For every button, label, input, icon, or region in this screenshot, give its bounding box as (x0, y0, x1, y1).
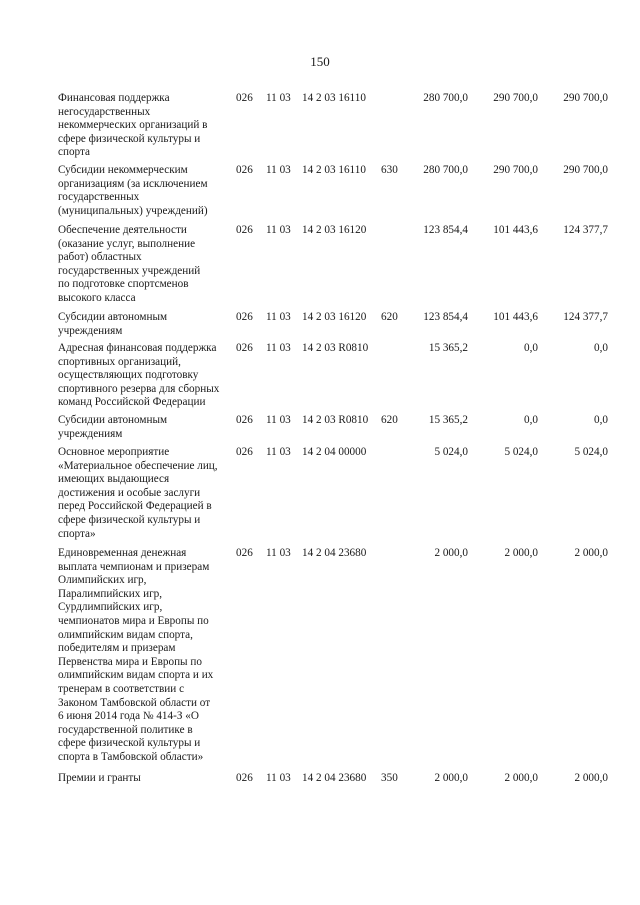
row-amount-2: 290 700,0 (493, 92, 538, 104)
row-amount-2: 5 024,0 (504, 446, 538, 458)
row-name: Субсидии некоммерческим организациям (за исключением государственных (муниципальных) учреждений) (58, 164, 208, 217)
row-name: Обеспечение деятельности (оказание услуг, выполнение работ) областных государственных учреждений по подготовке спортсменов высокого класса (58, 224, 201, 304)
row-expense-type: 620 (381, 414, 398, 426)
row-admin-code: 026 (236, 547, 253, 559)
row-target-code: 14 2 03 16110 (302, 164, 366, 176)
row-amount-3: 290 700,0 (563, 164, 608, 176)
row-target-code: 14 2 03 R0810 (302, 414, 369, 426)
row-target-code: 14 2 04 00000 (302, 446, 367, 458)
row-section-code: 11 03 (266, 311, 291, 323)
row-amount-1: 15 365,2 (428, 342, 468, 354)
row-section-code: 11 03 (266, 414, 291, 426)
row-amount-3: 0,0 (594, 342, 608, 354)
row-target-code: 14 2 04 23680 (302, 772, 367, 784)
row-amount-3: 2 000,0 (574, 547, 608, 559)
row-amount-1: 2 000,0 (434, 547, 468, 559)
row-target-code: 14 2 04 23680 (302, 547, 367, 559)
row-name: Финансовая поддержка негосударственных некоммерческих организаций в сфере физической культуры и спорта (58, 92, 208, 159)
row-amount-2: 2 000,0 (504, 772, 538, 784)
row-amount-3: 5 024,0 (574, 446, 608, 458)
row-section-code: 11 03 (266, 772, 291, 784)
row-amount-3: 124 377,7 (563, 224, 608, 236)
row-amount-2: 101 443,6 (493, 311, 538, 323)
row-name: Премии и гранты (58, 772, 141, 784)
row-amount-1: 2 000,0 (434, 772, 468, 784)
row-name: Единовременная денежная выплата чемпионам и призерам Олимпийских игр, Паралимпийских игр, Сурдлимпийских игр, чемпионатов мира и Европы по олимпийским видам спорта, победителям и призерам Первенства мира и Европы по олимпийским видам спорта и их тренерам в соответствии с Законом Тамбовской области от 6 июня 2014 года № 414-З «О государственной политике в сфере физической культуры и спорта в Тамбовской области» (58, 547, 214, 763)
row-admin-code: 026 (236, 414, 253, 426)
row-amount-3: 290 700,0 (563, 92, 608, 104)
row-expense-type: 630 (381, 164, 398, 176)
row-amount-1: 123 854,4 (423, 311, 468, 323)
row-amount-1: 5 024,0 (434, 446, 468, 458)
row-admin-code: 026 (236, 446, 253, 458)
row-amount-1: 280 700,0 (423, 164, 468, 176)
row-amount-2: 2 000,0 (504, 547, 538, 559)
row-amount-2: 290 700,0 (493, 164, 538, 176)
row-target-code: 14 2 03 16110 (302, 92, 366, 104)
row-amount-3: 124 377,7 (563, 311, 608, 323)
row-admin-code: 026 (236, 164, 253, 176)
row-section-code: 11 03 (266, 92, 291, 104)
row-amount-2: 0,0 (524, 414, 538, 426)
row-target-code: 14 2 03 16120 (302, 311, 367, 323)
row-section-code: 11 03 (266, 224, 291, 236)
row-admin-code: 026 (236, 342, 253, 354)
row-expense-type: 350 (381, 772, 398, 784)
row-name: Основное мероприятие «Материальное обеспечение лиц, имеющих выдающиеся достижения и особые заслуги перед Российской Федерацией в сфере физической культуры и спорта» (58, 446, 218, 540)
row-amount-1: 123 854,4 (423, 224, 468, 236)
page-number: 150 (310, 54, 330, 69)
row-amount-1: 15 365,2 (428, 414, 468, 426)
row-amount-3: 2 000,0 (574, 772, 608, 784)
row-target-code: 14 2 03 R0810 (302, 342, 369, 354)
row-admin-code: 026 (236, 224, 253, 236)
row-section-code: 11 03 (266, 547, 291, 559)
row-admin-code: 026 (236, 92, 253, 104)
row-name: Субсидии автономным учреждениям (58, 311, 168, 337)
row-name: Адресная финансовая поддержка спортивных организаций, осуществляющих подготовку спортивного резерва для сборных команд Российской Федерации (58, 342, 220, 409)
row-section-code: 11 03 (266, 446, 291, 458)
row-amount-2: 101 443,6 (493, 224, 538, 236)
row-amount-1: 280 700,0 (423, 92, 468, 104)
row-admin-code: 026 (236, 772, 253, 784)
row-amount-2: 0,0 (524, 342, 538, 354)
row-name: Субсидии автономным учреждениям (58, 414, 168, 440)
row-section-code: 11 03 (266, 164, 291, 176)
row-target-code: 14 2 03 16120 (302, 224, 367, 236)
row-section-code: 11 03 (266, 342, 291, 354)
row-expense-type: 620 (381, 311, 398, 323)
row-admin-code: 026 (236, 311, 253, 323)
row-amount-3: 0,0 (594, 414, 608, 426)
